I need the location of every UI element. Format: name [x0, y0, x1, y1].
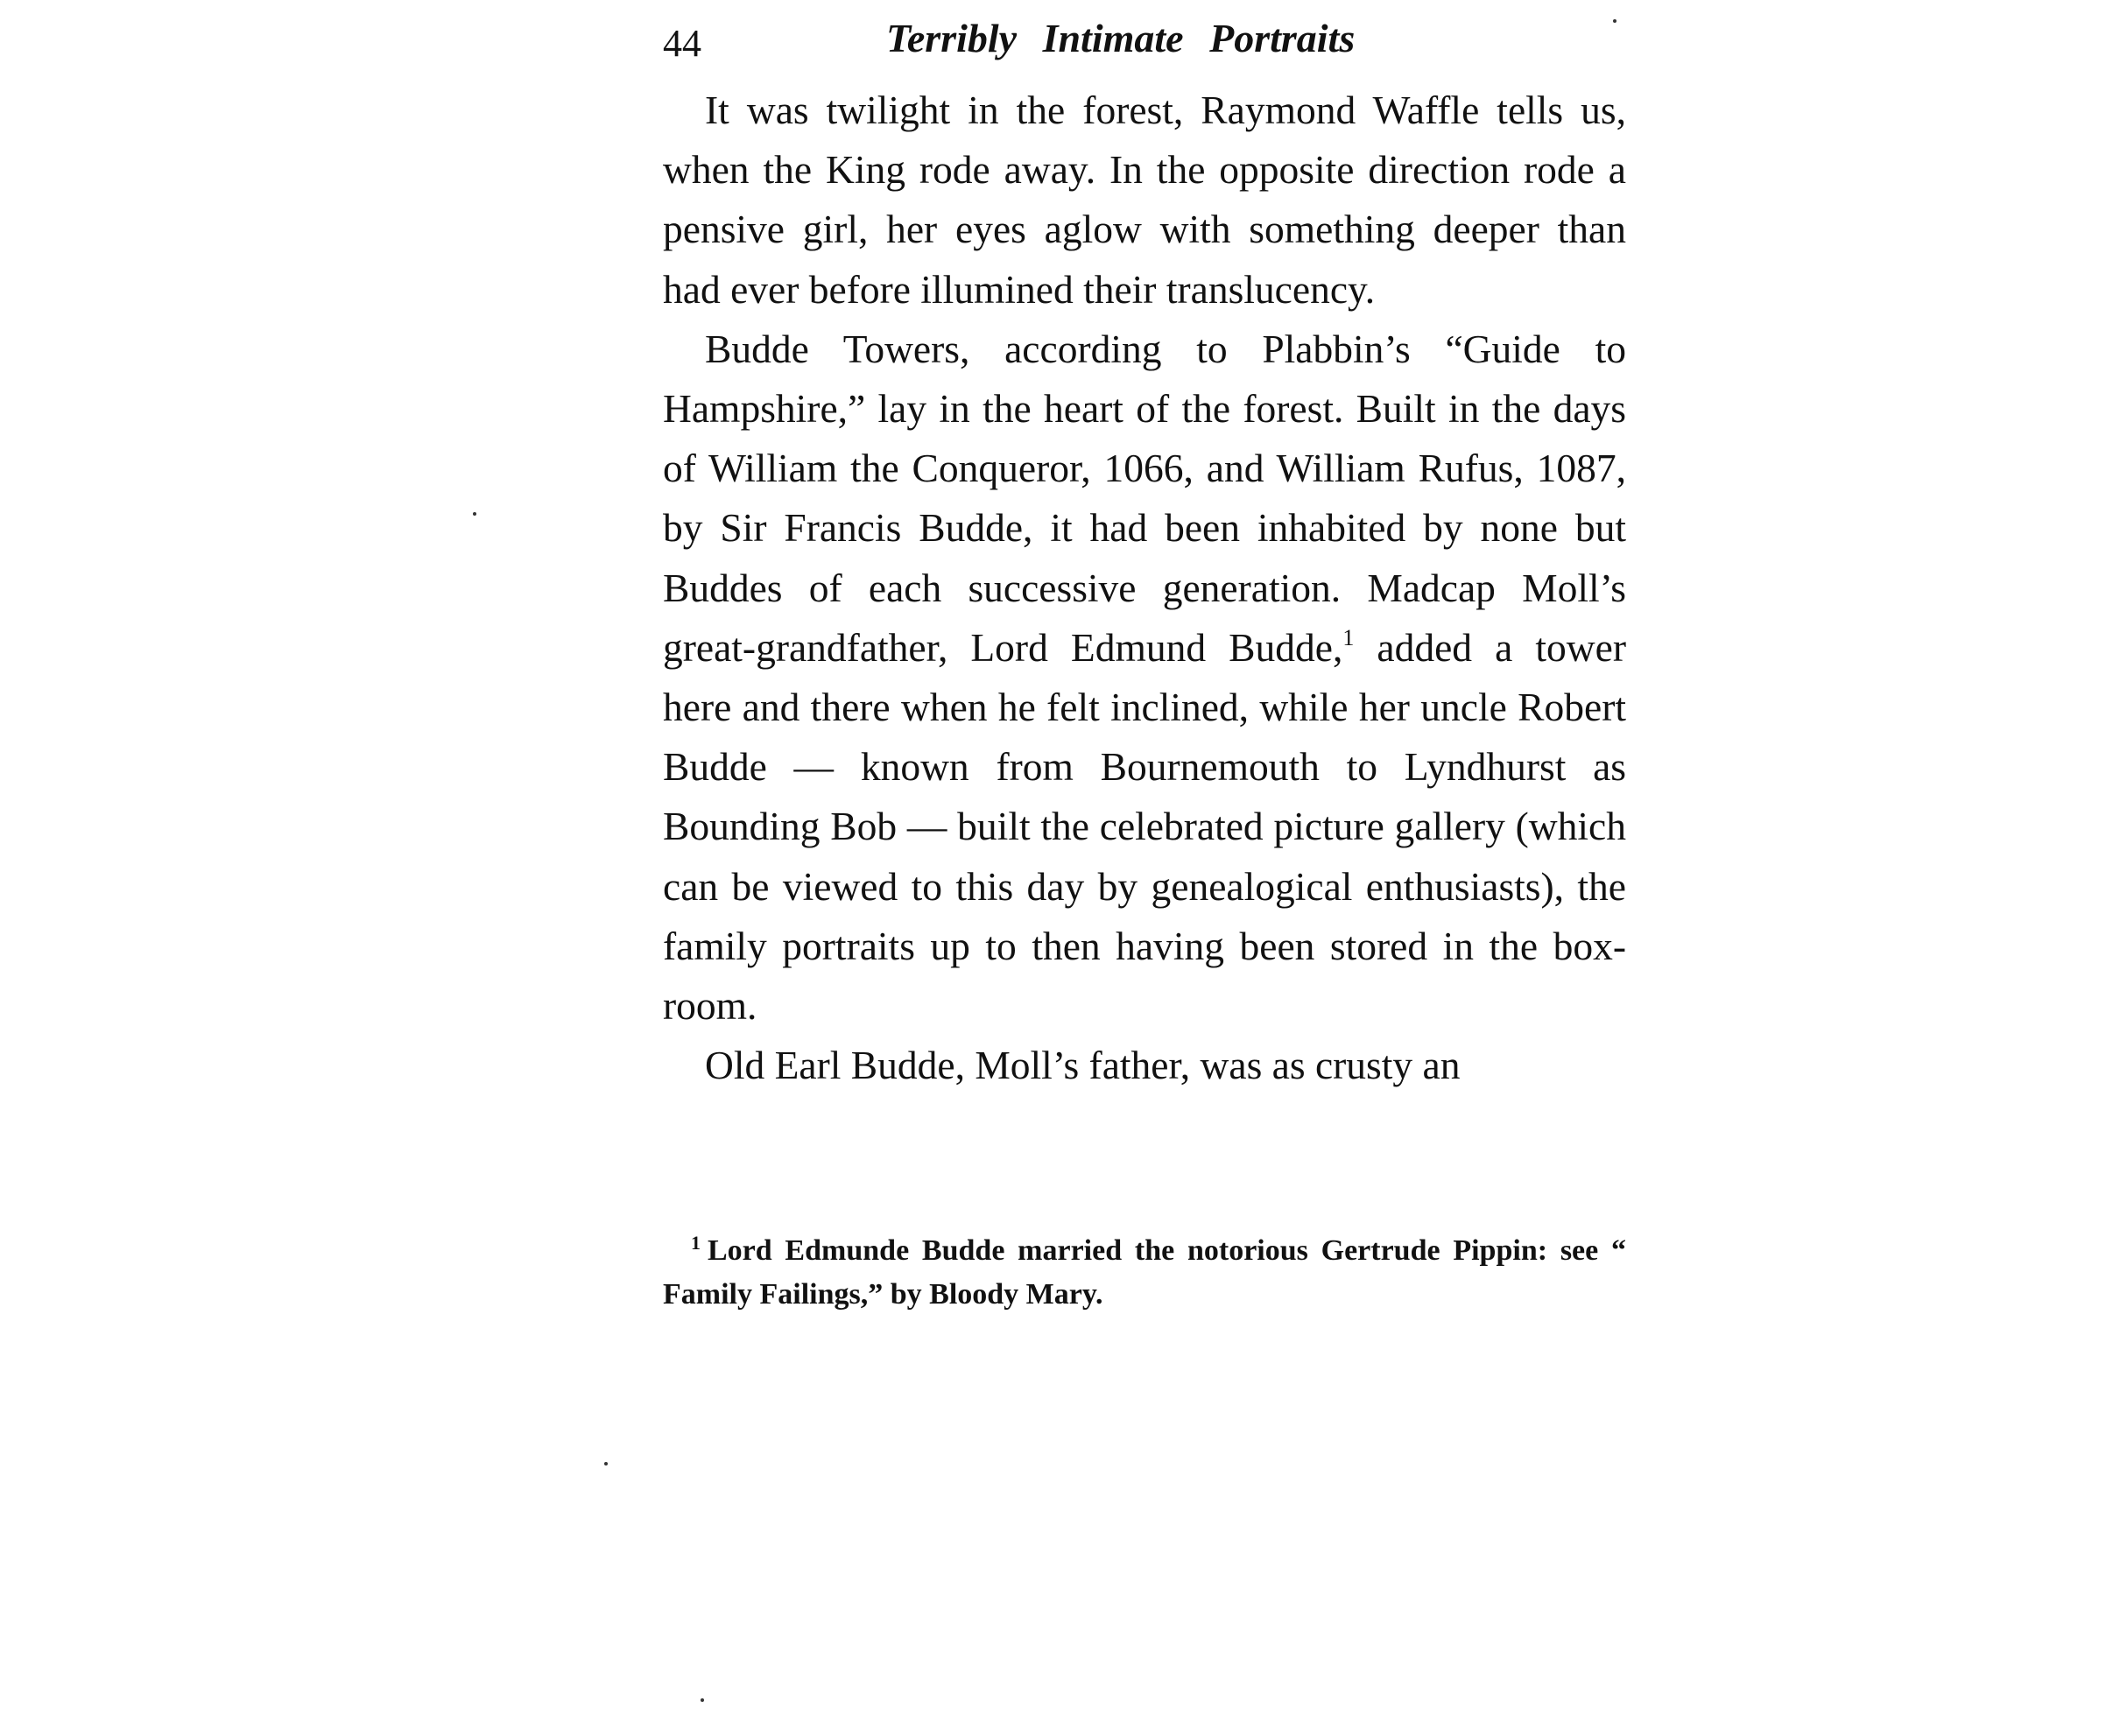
scan-speck — [604, 1462, 608, 1465]
footnote-paragraph — [663, 1229, 1626, 1317]
footnote-reference: 1 — [1342, 624, 1355, 650]
scan-speck — [473, 512, 476, 516]
paragraph-text: It was twilight in the forest, Raymond Waffle tells us, when the King rode away. In the opposite direction rode a pensive girl, her eyes aglow with something deeper than had ever before illumined their translucency. — [663, 88, 1626, 312]
paragraph — [663, 320, 1626, 1036]
scan-speck — [701, 1698, 704, 1702]
paragraph-text: Old Earl Budde, Moll’s father, was as crusty an — [705, 1043, 1461, 1088]
running-header — [663, 11, 1626, 67]
paragraph-text: Budde Towers, according to Plabbin’s “Guide to Hampshire,” lay in the heart of the forest. Built in the days of William the Conqueror, 1066, and William Rufus, 1087, by Sir Francis Budde, it had been inhabited by none but Buddes of each successive generation. Madcap Moll’s great-grandfather, Lord Edmund Budde, — [663, 326, 1626, 670]
paragraph — [663, 81, 1626, 320]
book-title: Terribly Intimate Portraits — [886, 16, 1356, 60]
paragraph — [663, 1036, 1626, 1095]
scan-speck — [1613, 19, 1616, 23]
paragraph-text: added a tower here and there when he felt inclined, while her uncle Robert Budde — known from Bournemouth to Lyndhurst as Bounding Bob — built the celebrated picture gallery (which can be viewed to this day by genealogical enthusiasts), the family portraits up to then having been stored in the box-room. — [663, 624, 1626, 1029]
page-number: 44 — [663, 22, 701, 65]
footnote-marker: 1 — [691, 1232, 701, 1254]
footnote — [663, 1229, 1626, 1317]
body-text — [663, 81, 1626, 1095]
footnote-text: Lord Edmunde Budde married the notorious Gertrude Pippin: see “ Family Failings,” by Bloody Mary. — [663, 1234, 1626, 1311]
